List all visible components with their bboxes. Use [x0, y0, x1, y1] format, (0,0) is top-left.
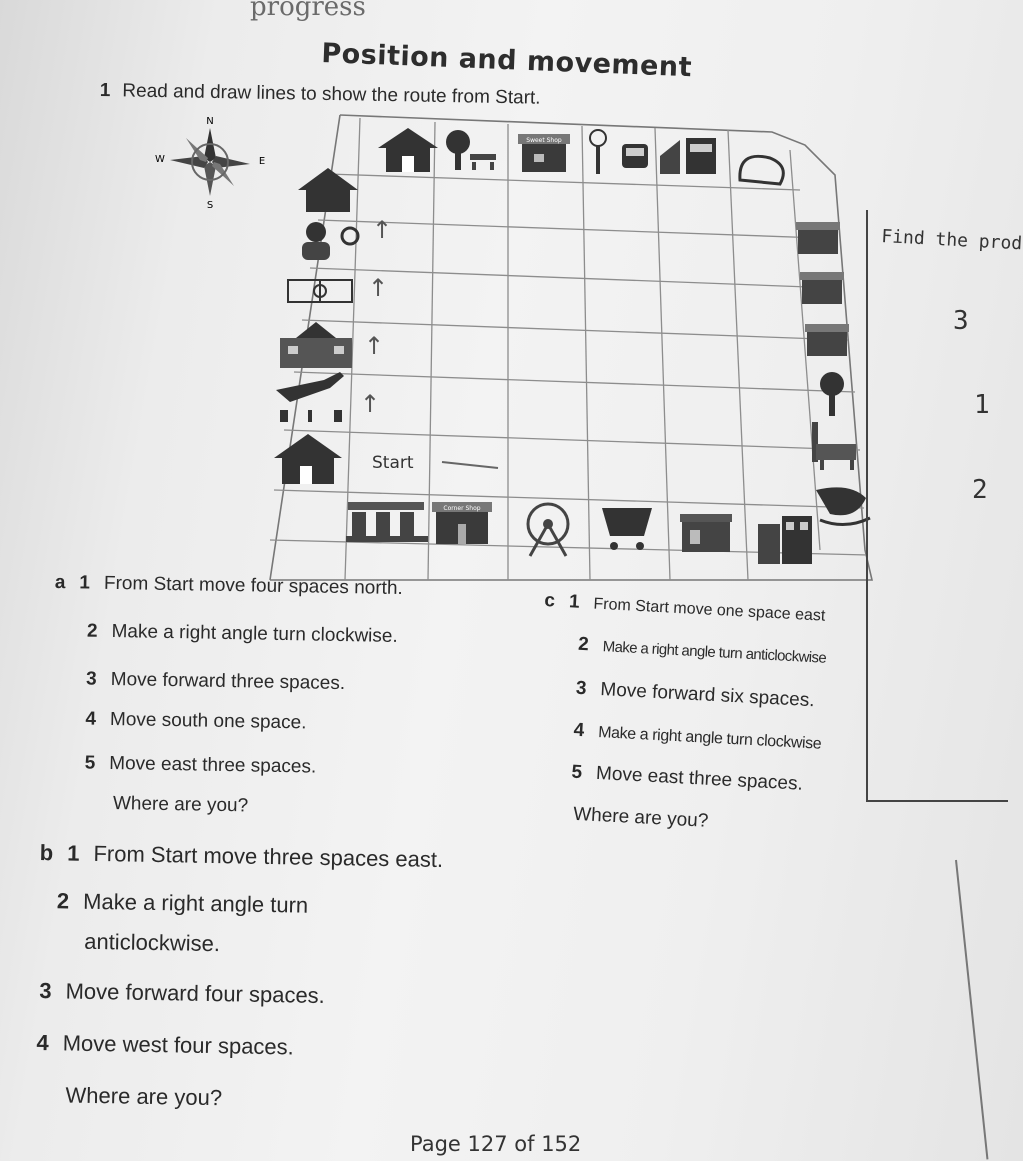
start-house-icon — [274, 434, 342, 484]
part-c-step: c 1 From Start move one space east — [543, 590, 826, 625]
compass-west-label: W — [155, 154, 165, 165]
corner-shop-sign: Corner Shop — [443, 505, 481, 512]
traffic-sign-icon — [590, 130, 606, 174]
handwritten-scribble: progress — [250, 0, 366, 22]
route-arrow-4: ↑ — [360, 390, 381, 418]
school-icon — [280, 322, 352, 368]
compass-north-label: N — [206, 116, 214, 127]
person-icon — [302, 222, 358, 260]
part-b-step: 2 Make a right angle turn — [56, 888, 309, 918]
page-number: Page 127 of 152 — [410, 1132, 582, 1156]
sweet-shop-sign: Sweet Shop — [526, 137, 562, 144]
cafe-icon — [680, 514, 732, 552]
part-label: c — [543, 590, 556, 612]
part-c-step: 3 Move forward six spaces. — [575, 677, 816, 712]
part-a-step: a 1 From Start move four spaces north. — [54, 572, 403, 600]
house-icon — [378, 128, 438, 172]
side-panel — [866, 210, 1008, 802]
compass-south-label: S — [206, 200, 214, 211]
part-c-question: Where are you? — [572, 803, 709, 832]
side-number: 1 — [974, 390, 990, 420]
route-arrow-3: ↑ — [364, 332, 385, 360]
part-a-step: 2 Make a right angle turn clockwise. — [86, 620, 398, 647]
part-c-step: 2 Make a right angle turn anticlockwise — [577, 633, 827, 667]
giraffe-icon — [812, 422, 856, 470]
question-1-instruction — [100, 80, 541, 110]
page-edge — [955, 860, 988, 1160]
ferris-wheel-icon — [528, 504, 568, 556]
tree-right-icon — [820, 372, 844, 416]
sweet-shop-icon — [518, 134, 570, 172]
route-arrow-1: ↑ — [372, 216, 393, 244]
side-number: 2 — [972, 475, 988, 505]
corner-shop-icon — [432, 502, 492, 544]
pond-icon — [740, 156, 783, 184]
page-title: Position and movement — [320, 38, 693, 84]
flats-icon — [758, 516, 812, 564]
shop-right-3-icon — [805, 324, 849, 356]
part-label: b — [39, 840, 54, 866]
part-b-step: 3 Move forward four spaces. — [39, 978, 326, 1008]
route-arrow-2: ↑ — [368, 274, 389, 302]
shopping-trolley-icon — [602, 508, 652, 550]
compass-rose-icon — [150, 112, 270, 212]
part-a-question: Where are you? — [112, 793, 249, 817]
shop-right-1-icon — [796, 222, 840, 254]
train-station-icon — [660, 138, 716, 174]
tree-bench-icon — [446, 130, 496, 170]
route-line — [442, 462, 498, 468]
part-b-step: 4 Move west four spaces. — [36, 1029, 295, 1060]
side-number: 3 — [953, 306, 969, 336]
start-label: Start — [372, 453, 414, 473]
instruction-text: Read and draw lines to show the route from Start. — [122, 80, 541, 109]
part-a-step: 4 Move south one space. — [85, 708, 307, 734]
part-a-step: 3 Move forward three spaces. — [85, 668, 346, 695]
airport-icon — [276, 372, 344, 422]
part-c-step: 5 Move east three spaces. — [570, 761, 804, 795]
football-pitch-icon — [288, 280, 352, 302]
part-label: a — [54, 572, 66, 594]
part-b-step: b 1 From Start move three spaces east. — [39, 840, 444, 873]
part-b-question: Where are you? — [65, 1082, 223, 1111]
question-number: 1 — [99, 80, 111, 102]
market-stalls-icon — [346, 502, 428, 542]
part-c-step: 4 Make a right angle turn clockwise — [573, 719, 822, 753]
part-a-step: 5 Move east three spaces. — [84, 752, 317, 778]
part-b-step-continued: anticlockwise. — [84, 928, 221, 957]
compass-east-label: E — [258, 156, 266, 167]
shop-right-2-icon — [800, 272, 844, 304]
bus-icon — [622, 144, 648, 168]
side-panel-title: Find the prod — [880, 226, 1023, 255]
route-map-grid — [260, 110, 880, 590]
